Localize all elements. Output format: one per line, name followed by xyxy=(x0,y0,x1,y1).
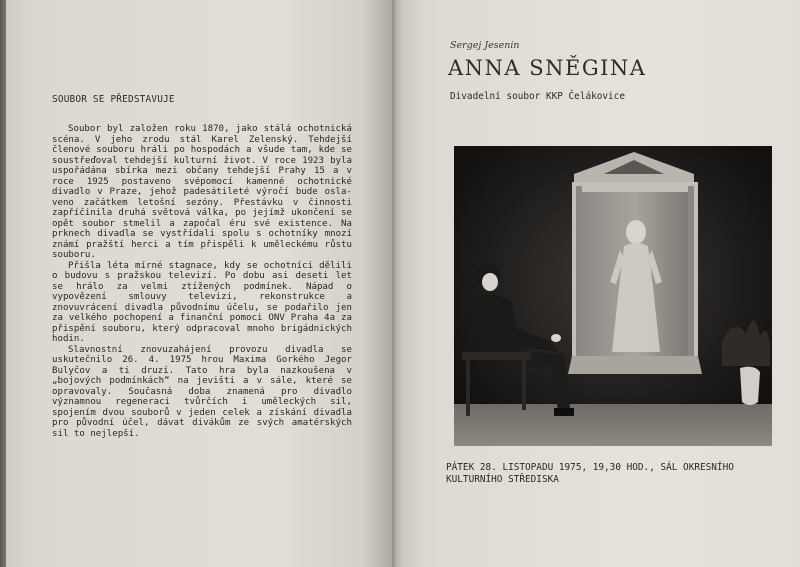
section-heading: SOUBOR SE PŘEDSTAVUJE xyxy=(52,94,175,105)
theatre-company: Divadelní soubor KKP Čelákovice xyxy=(450,91,625,102)
history-paragraph-1: Soubor byl založen roku 1870, jako stálá ochotnická scéna. V jeho zrodu stál Karel Zelenský. Tehdejší členové souboru hráli po hospodách a všude tam, kde se soustřeďoval tehdejší kulturní život. V roce 1923 byla uspořádána sbírka mezi občany tehdejší Prahy 15 a v roce 1925 postaveno svépomocí kamenné ochotnické divadlo v Praze, jehož padesátileté výročí bude oslaveno začátkem letošní sezóny. Přestávku v činnosti zapříčinila druhá světová válka, po jejímž ukončení se opět soubor stmelil a započal éru své existence. Na prknech divadla se vystřídali spolu s ochotníky mnozí známí pražští herci a tím přispěli k uměleckému růstu souboru. xyxy=(52,124,352,260)
right-page xyxy=(402,0,800,567)
left-page xyxy=(6,0,394,567)
author-name: Sergej Jesenin xyxy=(450,40,520,51)
performance-info: PÁTEK 28. LISTOPADU 1975, 19,30 HOD., SÁL OKRESNÍHO KULTURNÍHO STŘEDISKA xyxy=(446,462,734,485)
stage-photo xyxy=(454,146,772,446)
history-text xyxy=(52,124,352,439)
play-title: ANNA SNĚGINA xyxy=(448,56,647,80)
history-paragraph-2: Přišla léta mírné stagnace, kdy se ochotníci dělili o budovu s pražskou televizí. Po dobu asi deseti let se hrálo za velmi ztížených podmínek. Nápad o vypovězení smlouvy televizi, rekonstrukce a znovuvrácení divadla původnímu účelu, se podařilo jen za velkého pochopení a finanční pomoci ONV Praha 4a za přispění souboru, který odpracoval mnoho brigádnických hodin. xyxy=(52,260,352,344)
stage-photo-icon xyxy=(454,146,772,446)
history-paragraph-3: Slavnostní znovuzahájení provozu divadla se uskutečnilo 26. 4. 1975 hrou Maxima Gorkého Jegor Bulyčov a ti druzí. Tato hra byla nazkoušena v „bojových podmínkách“ na jevišti a v sále, které se opravovaly. Současná doba znamená pro divadlo významnou regeneraci tvůrčích i uměleckých sil, spojením dvou souborů v jeden celek a získání divadla pro původní účel, dávat divákům ze svých amatérských sil to nejlepší. xyxy=(52,344,352,439)
